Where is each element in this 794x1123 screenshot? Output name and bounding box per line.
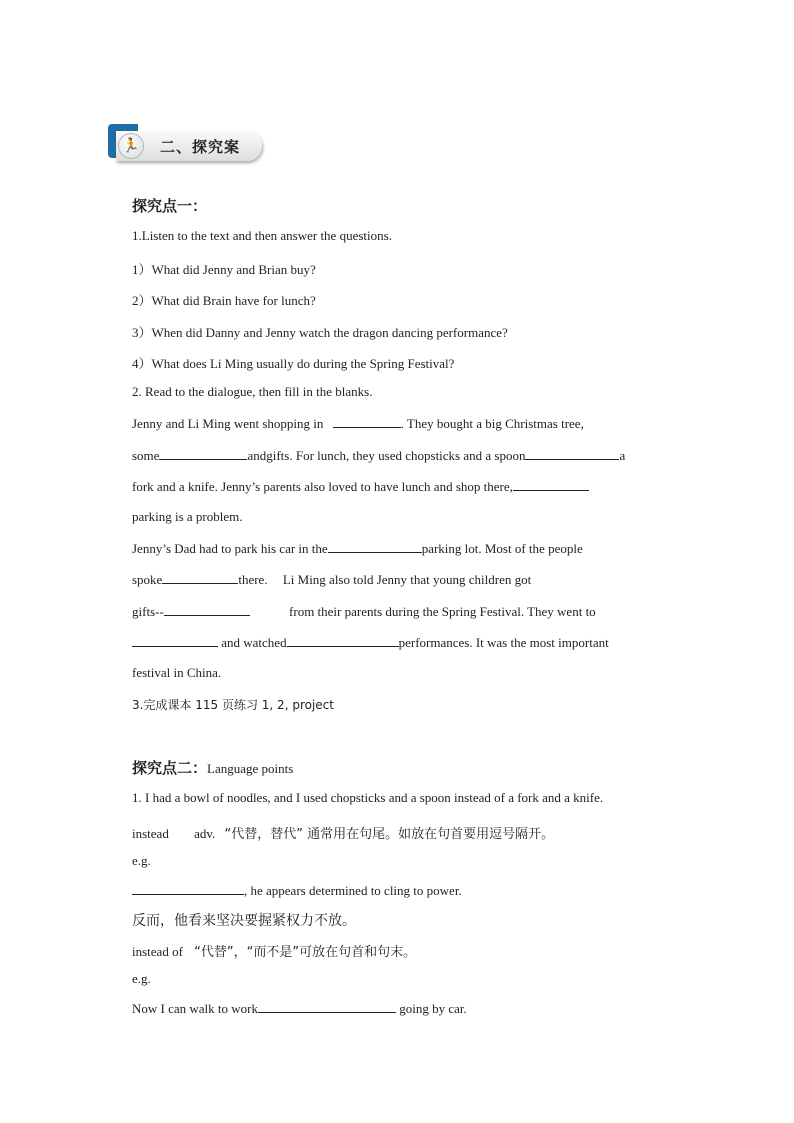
section-2-heading bbox=[132, 757, 293, 778]
paragraph-line: parking is a problem. bbox=[132, 509, 243, 524]
sub-question-4: 4）What does Li Ming usually do during the Spring Festival? bbox=[132, 356, 455, 371]
question-2: 2. Read to the dialogue, then fill in the blanks. bbox=[132, 384, 373, 399]
text-segment: spoke bbox=[132, 572, 163, 587]
blank-field[interactable] bbox=[164, 603, 250, 616]
blank-field[interactable] bbox=[525, 447, 619, 460]
text-segment: a bbox=[619, 448, 626, 463]
text-segment: Li Ming also told Jenny that young children got bbox=[282, 572, 532, 587]
question-1: 1.Listen to the text and then answer the questions. bbox=[132, 228, 392, 243]
text-segment: Jenny and Li Ming went shopping in bbox=[132, 416, 324, 431]
section-1-heading: 探究点一： bbox=[132, 197, 208, 215]
text-segment: some bbox=[132, 448, 160, 463]
example-sentence bbox=[132, 882, 462, 899]
paragraph-line: festival in China. bbox=[132, 665, 222, 680]
blank-field[interactable] bbox=[159, 447, 247, 460]
text-segment: going by car. bbox=[399, 1001, 467, 1016]
paragraph-line bbox=[132, 447, 625, 464]
instead-of-note bbox=[132, 941, 416, 960]
term: instead bbox=[132, 826, 169, 841]
text-segment: performances. It was the most important bbox=[398, 635, 609, 650]
language-point-1: 1. I had a bowl of noodles, and I used chopsticks and a spoon instead of a fork and a knife. bbox=[132, 790, 604, 805]
runner-icon: 🏃 bbox=[118, 133, 144, 159]
paragraph-line bbox=[132, 603, 596, 620]
text-segment: and watched bbox=[221, 635, 287, 650]
blank-field[interactable] bbox=[328, 540, 422, 553]
example-sentence bbox=[132, 1000, 467, 1017]
example-label: e.g. bbox=[132, 971, 151, 986]
blank-field[interactable] bbox=[513, 478, 589, 491]
blank-field[interactable] bbox=[132, 882, 244, 895]
paragraph-line bbox=[132, 478, 589, 495]
paragraph-line bbox=[132, 571, 531, 588]
term-note: “代替”，“而不是”可放在句首和句末。 bbox=[194, 945, 417, 960]
text-segment: . They bought a big Christmas tree, bbox=[400, 416, 584, 431]
text-segment: fork and a knife. Jenny’s parents also loved to have lunch and shop there, bbox=[132, 479, 513, 494]
section-2-heading-en: Language points bbox=[207, 761, 294, 776]
banner-title: 二、探究案 bbox=[160, 138, 241, 156]
sub-question-2: 2）What did Brain have for lunch? bbox=[132, 293, 316, 308]
question-3: 3.完成课本 115 页练习 1, 2, project bbox=[132, 698, 334, 712]
text-segment: from their parents during the Spring Festival. They went to bbox=[289, 604, 596, 619]
sub-question-1: 1）What did Jenny and Brian buy? bbox=[132, 262, 316, 277]
text-segment: there. bbox=[238, 572, 268, 587]
paragraph-line bbox=[132, 634, 609, 651]
blank-field[interactable] bbox=[287, 634, 399, 647]
part-of-speech: adv. bbox=[194, 826, 216, 841]
text-segment: Jenny’s Dad had to park his car in the bbox=[132, 541, 328, 556]
blank-field[interactable] bbox=[258, 1000, 396, 1013]
blank-field[interactable] bbox=[162, 571, 238, 584]
paragraph-line bbox=[132, 415, 584, 432]
instead-note bbox=[132, 823, 554, 842]
text-segment: , he appears determined to cling to power. bbox=[244, 883, 462, 898]
term: instead of bbox=[132, 944, 183, 959]
sub-question-3: 3）When did Danny and Jenny watch the dragon dancing performance? bbox=[132, 325, 508, 340]
blank-field[interactable] bbox=[132, 634, 218, 647]
section-2-heading-zh: 探究点二： bbox=[132, 759, 208, 777]
text-segment: andgifts. For lunch, they used chopsticks and a spoon bbox=[247, 448, 526, 463]
text-segment: Now I can walk to work bbox=[132, 1001, 258, 1016]
text-segment: parking lot. Most of the people bbox=[421, 541, 583, 556]
term-note: “代替，替代” 通常用在句尾。如放在句首要用逗号隔开。 bbox=[224, 827, 555, 842]
example-label: e.g. bbox=[132, 853, 151, 868]
blank-field[interactable] bbox=[333, 415, 401, 428]
paragraph-line bbox=[132, 540, 583, 557]
example-translation: 反而，他看来坚决要握紧权力不放。 bbox=[132, 913, 356, 929]
text-segment: gifts-- bbox=[132, 604, 164, 619]
section-banner bbox=[108, 124, 262, 166]
